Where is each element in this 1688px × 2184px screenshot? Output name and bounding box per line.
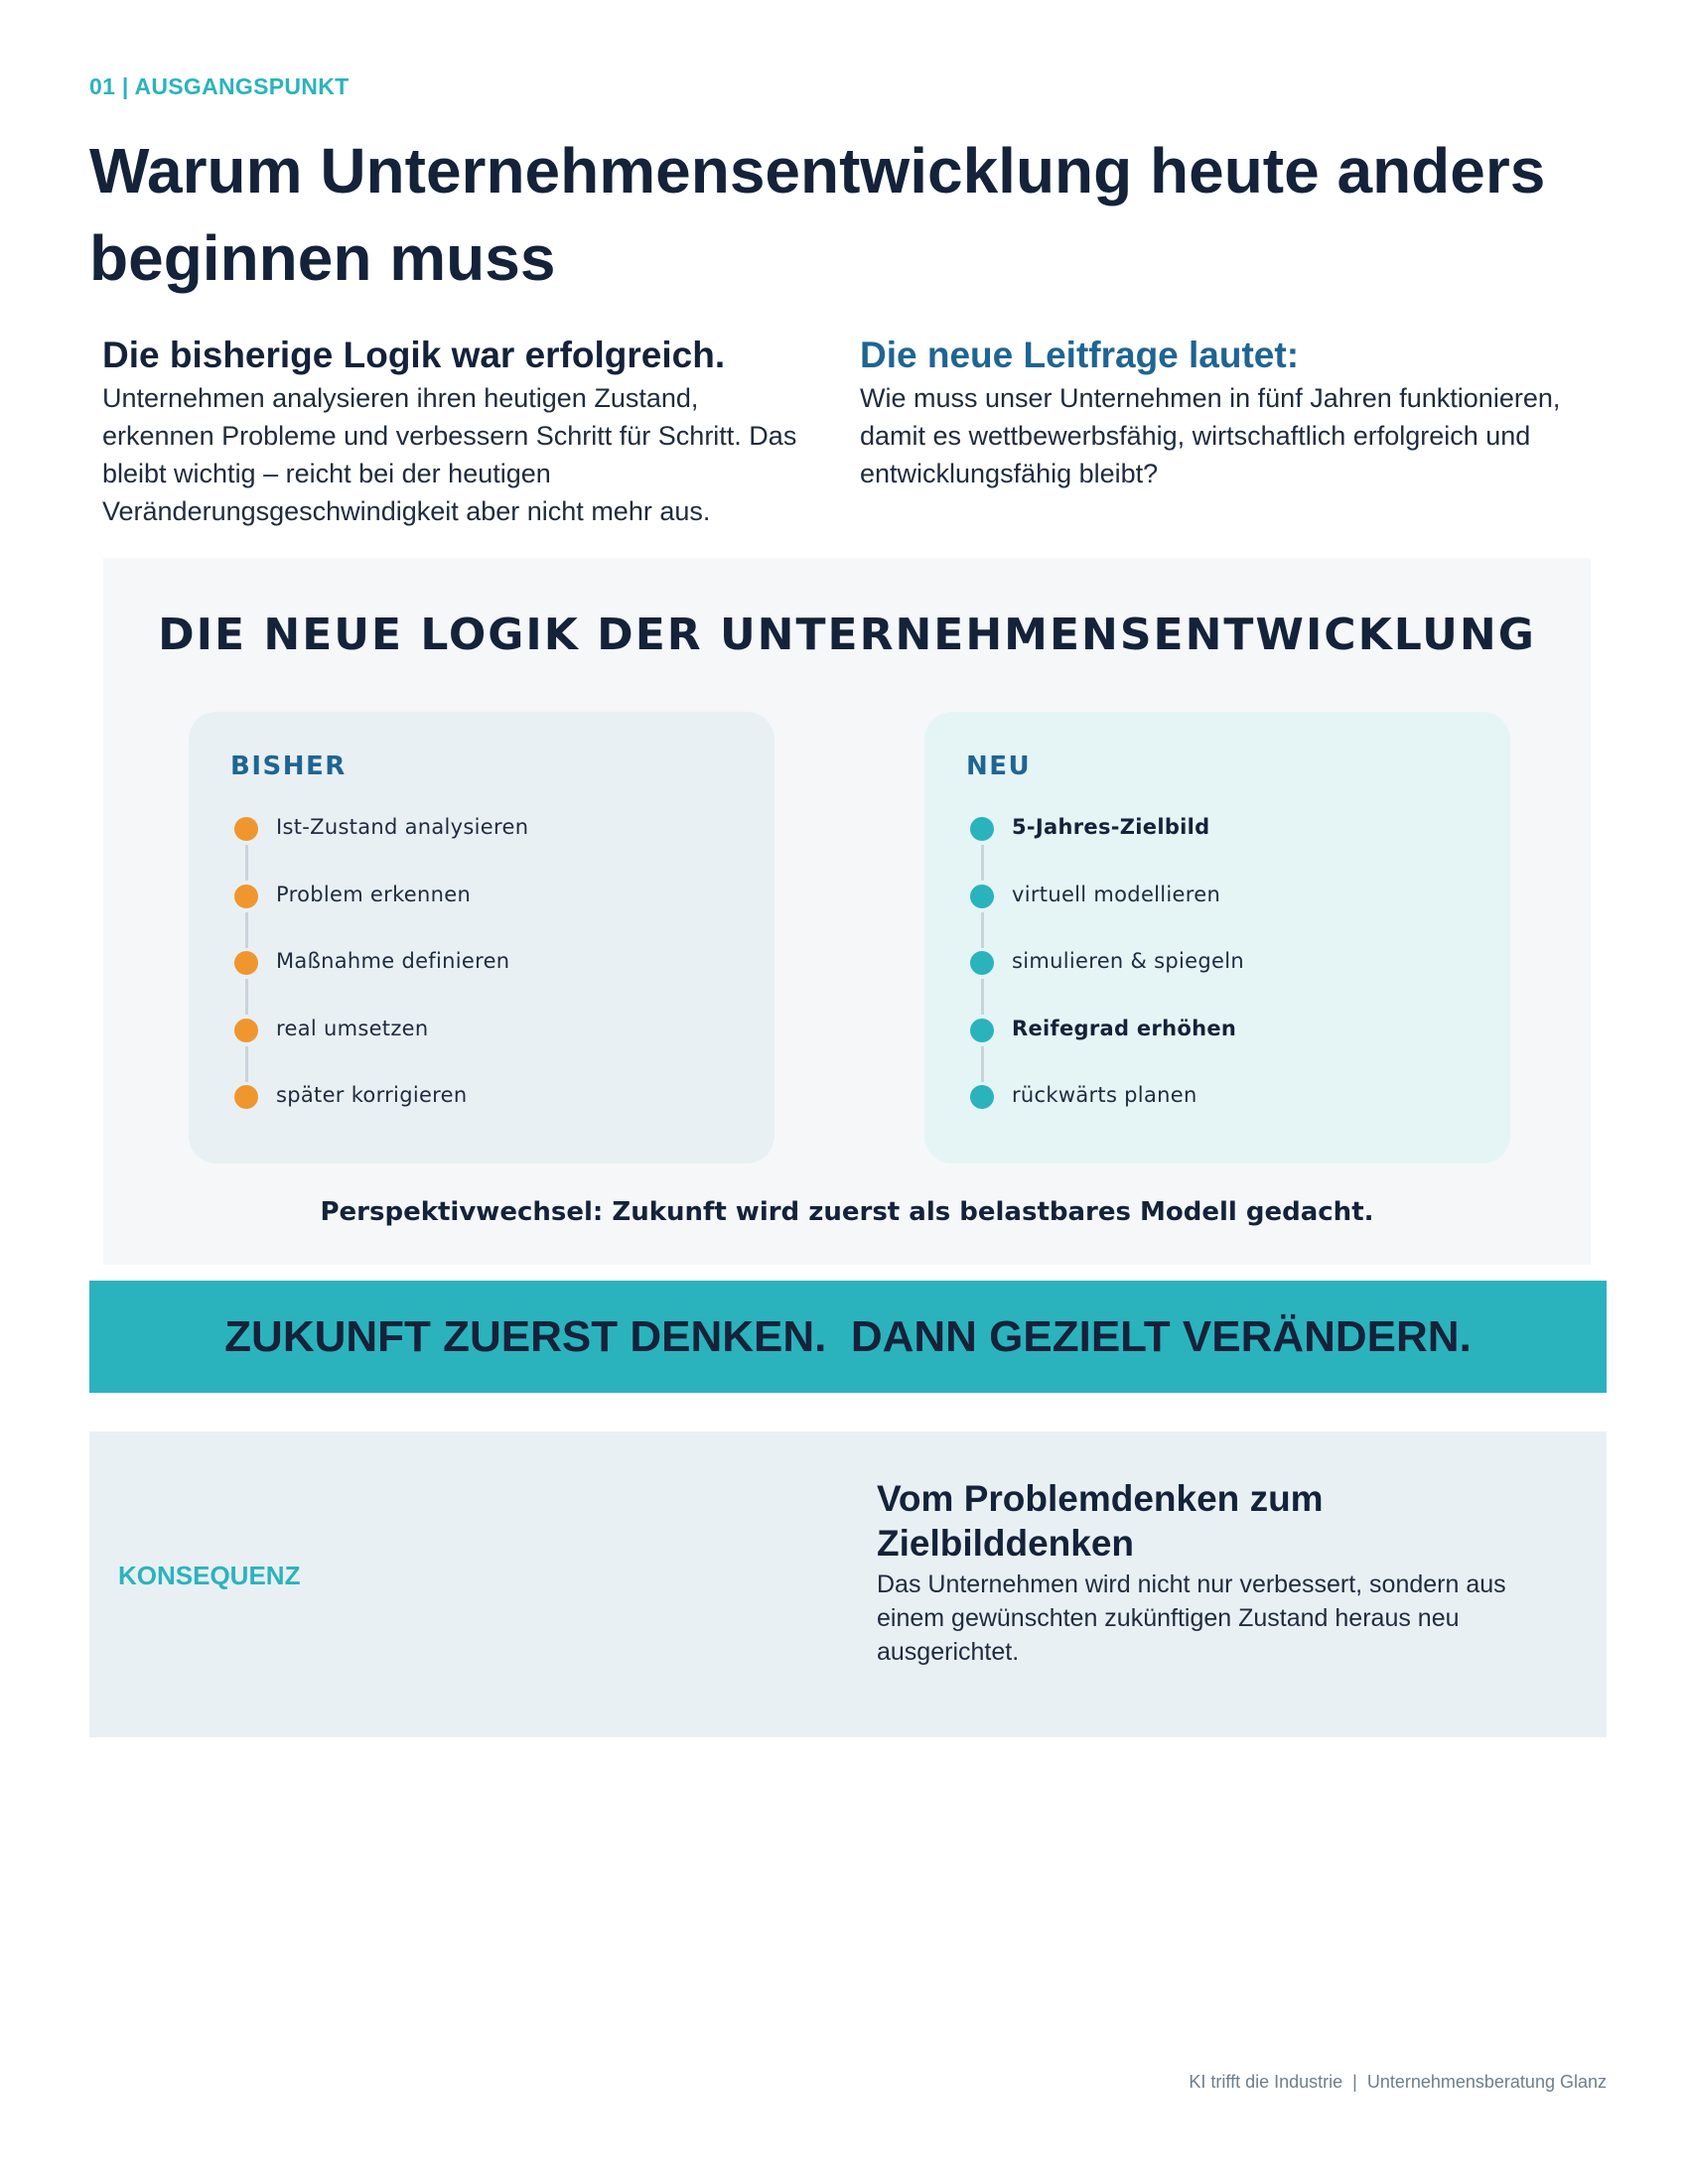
step-connector (981, 979, 984, 1015)
new-step (970, 1079, 1486, 1147)
intro-right-heading: Die neue Leitfrage lautet: (860, 335, 1300, 375)
consequence-box (89, 1432, 1607, 1737)
step-connector (981, 1046, 984, 1082)
old-step (234, 1079, 751, 1147)
orange-dot-icon (234, 1085, 258, 1109)
page-title: Warum Unternehmensentwicklung heute anders beginnen muss (89, 135, 1546, 294)
new-step-label: virtuell modellieren (1012, 882, 1221, 906)
intro-left (102, 334, 817, 530)
banner-text: ZUKUNFT ZUERST DENKEN. DANN GEZIELT VERÄNDERN. (224, 1311, 1472, 1361)
teal-dot-icon (970, 1019, 994, 1042)
new-logic-card (924, 712, 1510, 1163)
logic-panel-title: DIE NEUE LOGIK DER UNTERNEHMENSENTWICKLUNG (158, 610, 1536, 660)
key-message-banner (89, 1281, 1607, 1393)
consequence-label: KONSEQUENZ (118, 1561, 301, 1590)
new-step (970, 879, 1486, 946)
orange-dot-icon (234, 951, 258, 975)
new-logic-steps (970, 811, 1486, 1147)
new-step (970, 811, 1486, 879)
old-step (234, 811, 751, 879)
old-step (234, 879, 751, 946)
step-connector (245, 1046, 248, 1082)
intro-left-text: Unternehmen analysieren ihren heutigen Zustand, erkennen Probleme und verbessern Schritt für Schritt. Das bleibt wichtig – reicht bei der heutigen Veränderungsgeschwindigkeit aber nicht mehr aus. (102, 383, 797, 526)
perspective-note: Perspektivwechsel: Zukunft wird zuerst als belastbares Modell gedacht. (320, 1197, 1374, 1227)
orange-dot-icon (234, 885, 258, 908)
logic-panel (103, 558, 1591, 1265)
section-kicker: 01 | AUSGANGSPUNKT (89, 73, 350, 99)
step-connector (981, 845, 984, 881)
intro-right-text: Wie muss unser Unternehmen in fünf Jahren funktionieren, damit es wettbewerbsfähig, wirtschaftlich erfolgreich und entwicklungsfähig bleibt? (860, 383, 1561, 488)
orange-dot-icon (234, 1019, 258, 1042)
old-logic-steps (234, 811, 751, 1147)
step-connector (245, 845, 248, 881)
new-step (970, 945, 1486, 1013)
step-connector (245, 979, 248, 1015)
teal-dot-icon (970, 1085, 994, 1109)
orange-dot-icon (234, 817, 258, 841)
new-step-label: Reifegrad erhöhen (1012, 1016, 1237, 1040)
intro-left-heading: Die bisherige Logik war erfolgreich. (102, 335, 726, 375)
consequence-heading: Vom Problemdenken zum Zielbilddenken (877, 1478, 1324, 1564)
consequence-content (877, 1476, 1572, 1669)
new-step (970, 1013, 1486, 1080)
page-footer: KI trifft die Industrie | Unternehmensberatung Glanz (1189, 2072, 1607, 2092)
step-connector (245, 912, 248, 948)
old-step-label: real umsetzen (276, 1016, 429, 1040)
old-step-label: Problem erkennen (276, 882, 472, 906)
old-step-label: Maßnahme definieren (276, 949, 510, 973)
old-step (234, 945, 751, 1013)
old-step-label: Ist-Zustand analysieren (276, 815, 529, 839)
old-logic-heading: BISHER (230, 751, 347, 781)
old-step (234, 1013, 751, 1080)
old-step-label: später korrigieren (276, 1083, 468, 1107)
teal-dot-icon (970, 817, 994, 841)
new-step-label: 5-Jahres-Zielbild (1012, 815, 1210, 839)
intro-right (860, 334, 1575, 492)
new-logic-heading: NEU (966, 751, 1032, 781)
new-step-label: rückwärts planen (1012, 1083, 1197, 1107)
consequence-text: Das Unternehmen wird nicht nur verbessert, sondern aus einem gewünschten zukünftigen Zustand heraus neu ausgerichtet. (877, 1570, 1506, 1666)
teal-dot-icon (970, 951, 994, 975)
old-logic-card (189, 712, 774, 1163)
step-connector (981, 912, 984, 948)
new-step-label: simulieren & spiegeln (1012, 949, 1244, 973)
teal-dot-icon (970, 885, 994, 908)
